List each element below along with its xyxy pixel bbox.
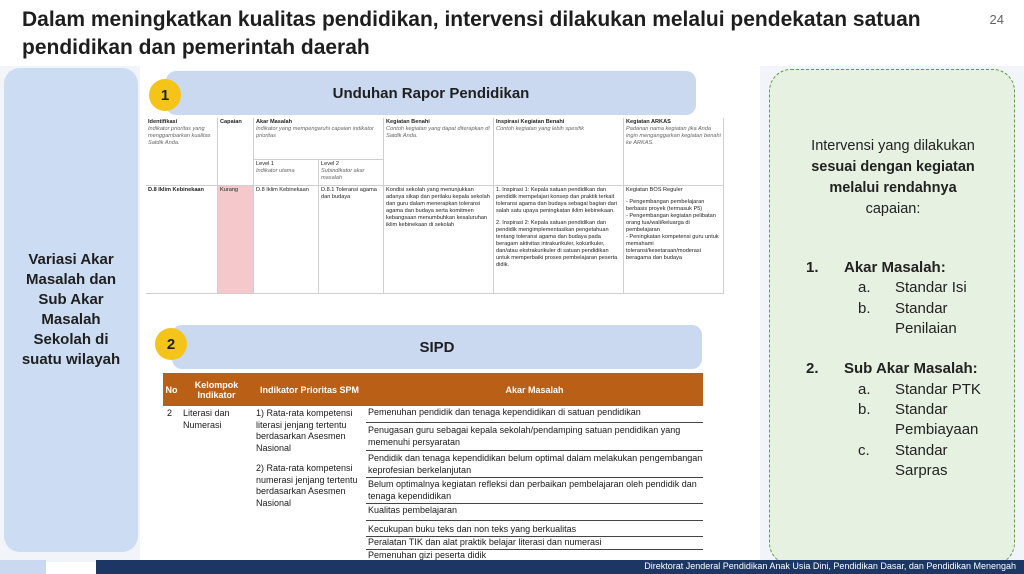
section2-title: SIPD (419, 338, 455, 356)
rapor-header-inspirasi: Inspirasi Kegiatan Benahi Contoh kegiatan yang lebih spesifik (494, 118, 624, 186)
list-subitem-standar-isi: Standar Isi (895, 279, 967, 296)
rapor-cell-arkas: Kegiatan BOS Reguler - Pengembangan pembelajaran berbasis proyek (termasuk P5) - Pengembangan kegiatan pelibatan orang tua/wali/keluarga di pembelajaran - Peningkatan kompetensi guru untuk memahami toleransi/kesetaraan/moderasi beragama dan budaya (624, 186, 724, 294)
list-item-akar-masalah: Akar Masalah: (844, 259, 946, 276)
page-number: 24 (989, 12, 1004, 27)
section2-badge: 2 (155, 328, 187, 360)
rapor-header-level1: Level 1 Indikator utama (254, 160, 319, 186)
rapor-cell-level1: D.8 Iklim Kebinekaan (254, 186, 319, 294)
list-subitem-standar-sarpras: Standar Sarpras (895, 442, 948, 479)
list-subitem-letter: c. (858, 442, 870, 459)
sipd-header-kelompok: Kelompok Indikator (180, 373, 253, 406)
rapor-header-kegiatan-benahi: Kegiatan Benahi Contoh kegiatan yang dapat diterapkan di Satdik Anda. (384, 118, 494, 186)
list-subitem-standar-ptk: Standar PTK (895, 381, 981, 398)
rapor-cell-capaian: Kurang (218, 186, 254, 294)
sipd-akar-masalah-item: Kecukupan buku teks dan non teks yang berkualitas (366, 524, 703, 537)
rapor-header-capaian: Capaian (218, 118, 254, 186)
list-subitem-letter: a. (858, 279, 871, 296)
sipd-header-indikator: Indikator Prioritas SPM (253, 373, 366, 406)
section2-title-bar (172, 325, 702, 369)
left-panel (4, 68, 138, 552)
list-subitem-letter: b. (858, 401, 871, 418)
sipd-akar-masalah-item: Belum optimalnya kegiatan refleksi dan perbaikan pembelajaran oleh pendidik dan tenaga kependidikan (366, 479, 703, 504)
sipd-header-akar-masalah: Akar Masalah (366, 373, 703, 406)
sipd-akar-masalah-item: Kualitas pembelajaran (366, 505, 703, 521)
section1-badge: 1 (149, 79, 181, 111)
footer-accent (0, 560, 46, 574)
left-panel-text: Variasi Akar Masalah dan Sub Akar Masalah Sekolah di suatu wilayah (21, 251, 121, 368)
rapor-header-arkas: Kegiatan ARKAS Padanan nama kegiatan jika Anda ingin menganggarkan kegiatan benahi ke ARKAS. (624, 118, 724, 186)
sipd-akar-masalah-item: Peralatan TIK dan alat praktik belajar literasi dan numerasi (366, 537, 703, 550)
intervention-intro: Intervensi yang dilakukan sesuai dengan kegiatan melalui rendahnya capaian: (811, 138, 975, 217)
footer-text: Direktorat Jenderal Pendidikan Anak Usia Dini, Pendidikan Dasar, dan Pendidikan Menengah (644, 561, 1016, 571)
rapor-cell-kegiatan-benahi: Kondisi sekolah yang menunjukkan adanya sikap dan perilaku kepala sekolah dan guru dalam menerapkan toleransi agama dan budaya serta komitmen kebangsaan menumbuhkan kesaluruhan iklim kebinekaan di sekolah (384, 186, 494, 294)
section1-title: Unduhan Rapor Pendidikan (332, 84, 530, 102)
sipd-akar-masalah-item: Pemenuhan pendidik dan tenaga kependidikan di satuan pendidikan (366, 407, 703, 423)
sipd-table (163, 373, 703, 562)
sipd-header-no: No (163, 373, 180, 406)
rapor-header-akar-masalah: Akar Masalah Indikator yang mempengaruhi capaian indikator prioritas (254, 118, 384, 160)
list-subitem-letter: b. (858, 300, 871, 317)
footer-bar (96, 560, 1024, 574)
rapor-header-level2: Level 2 Subindikator akar masalah (319, 160, 384, 186)
intervention-box (769, 69, 1015, 565)
sipd-akar-masalah-item: Penugasan guru sebagai kepala sekolah/pendamping satuan pendidikan yang memenuhi persyaratan (366, 425, 703, 451)
sipd-akar-masalah-item: Pendidik dan tenaga kependidikan belum optimal dalam melakukan pengembangan keprofesian berkelanjutan (366, 453, 703, 478)
rapor-table (146, 118, 724, 294)
section1-title-bar (166, 71, 696, 115)
sipd-cell-indikator: 1) Rata-rata kompetensi literasi jenjang tertentu berdasarkan Asesmen Nasional 2) Rata-rata kompetensi numerasi jenjang tertentu berdasarkan Asesmen Nasional (256, 408, 358, 508)
list-subitem-letter: a. (858, 381, 871, 398)
rapor-cell-inspirasi: 1. Inspirasi 1: Kepala satuan pendidikan dan pendidik mempelajari konsep dan praktik terkait toleransi agama dan budaya sebagai bagian dari salah satu upaya peningkatan iklim kebinekaan. 2. Inspirasi 2: Kepala satuan pendidikan dan pendidik mengimplementasikan pengetahuan tentang toleransi agama dan budaya pada beragam aktivitas intrakurikuler, kokurikuler, dan/atau ekstrakurikuler di satuan pendidikan untuk memperbaiki proses pembelajaran peserta didik. (494, 186, 624, 294)
slide-title: Dalam meningkatkan kualitas pendidikan, intervensi dilakukan melalui pendekatan satuan pendidikan dan pemerintah daerah (22, 8, 921, 59)
sipd-akar-masalah-item: Pemenuhan gizi peserta didik (368, 550, 487, 560)
rapor-header-identifikasi: Identifikasi Indikator prioritas yang menggambarkan kualitas Satdik Anda. (146, 118, 218, 186)
sipd-cell-no: 2 (167, 408, 173, 418)
sipd-cell-kelompok: Literasi dan Numerasi (183, 408, 230, 430)
rapor-cell-identifikasi: D.8 Iklim Kebinekaan (146, 186, 218, 294)
list-subitem-standar-pembiayaan: Standar Pembiayaan (895, 401, 979, 438)
list-item-number: 2. (806, 360, 819, 377)
list-item-number: 1. (806, 259, 819, 276)
rapor-cell-level2: D.8.1 Toleransi agama dan budaya (319, 186, 384, 294)
list-subitem-standar-penilaian: Standar Penilaian (895, 300, 957, 337)
list-item-sub-akar-masalah: Sub Akar Masalah: (844, 360, 978, 377)
